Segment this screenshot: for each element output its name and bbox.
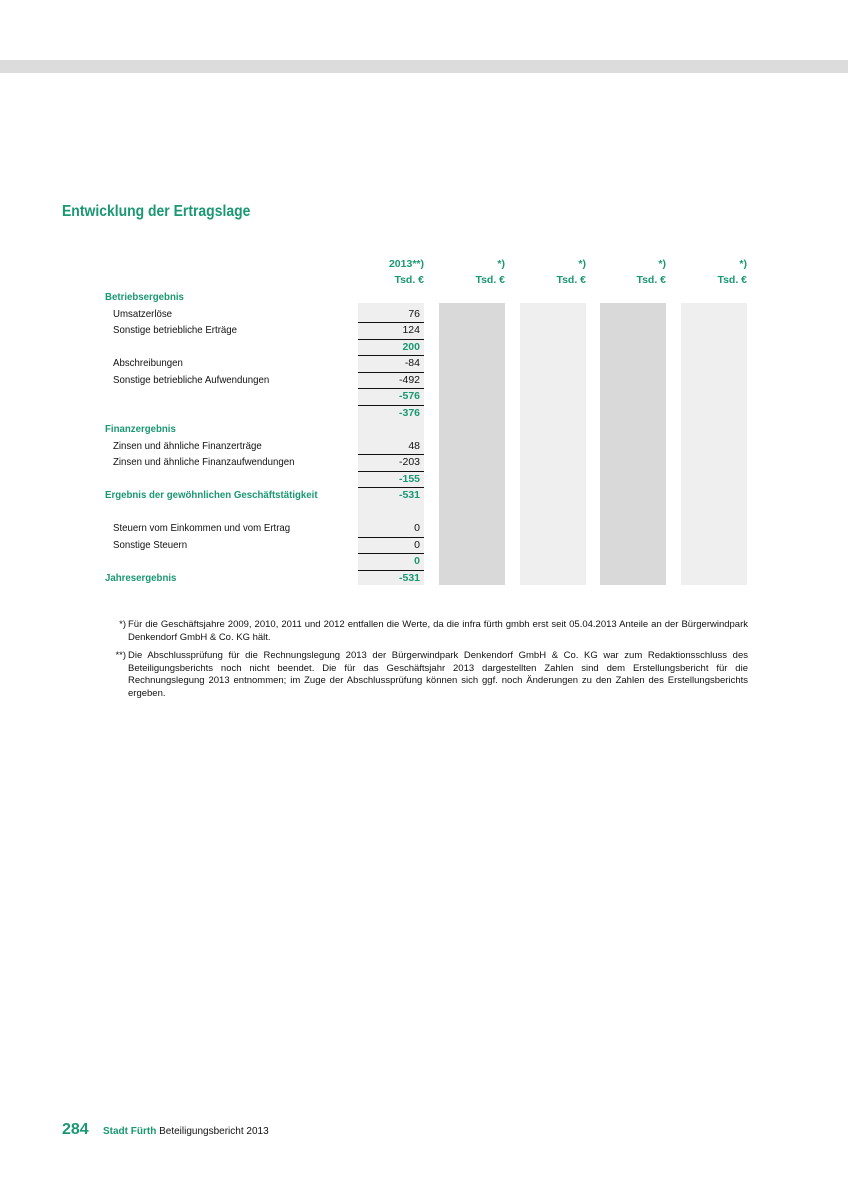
row-label: Steuern vom Einkommen und vom Ertrag [113,522,291,534]
row-label: Ergebnis der gewöhnlichen Geschäftstätigkeit [105,489,318,501]
table-row [0,553,848,570]
table-row [0,454,848,471]
footnote [108,650,748,700]
row-label: Sonstige Steuern [113,538,188,551]
footer-publisher: Stadt Fürth [103,1126,157,1137]
row-value-text: -203 [398,456,420,468]
table-row [0,405,848,422]
row-value-text: -492 [398,373,420,386]
table-row [0,487,848,504]
row-value [358,405,420,422]
row-label: Zinsen und ähnliche Finanzaufwendungen [113,456,295,468]
table-row [0,339,848,356]
page-number: 284 [62,1121,89,1138]
row-value-text: -376 [398,406,420,419]
footnote-text: Die Abschlussprüfung für die Rechnungslegung 2013 der Bürgerwindpark Denkendorf GmbH & Co. KG war zum Redaktionsschluss des Beteiligungsberichts noch nicht beendet. Die für das Geschäftsjahr 2013 dargestellten Zahlen sind dem Erstellungsbericht für die Rechnungslegung 2013 entnommen; im Zuge der Abschlussprüfung können sich ggf. noch Änderungen zu den Zahlen des Erstellungsberichts ergeben. [128,650,748,699]
row-value-text: 48 [408,439,420,452]
table-row [0,306,848,323]
row-value-text: -531 [398,571,420,584]
page-title: Entwicklung der Ertragslage [62,203,251,220]
table-row [0,520,848,537]
column-header-year: *) [497,258,505,270]
row-value [358,553,424,571]
row-value [358,520,424,538]
row-value-text: -155 [398,472,420,485]
row-value [358,355,424,373]
table-row [0,355,848,372]
row-value [358,570,420,587]
table-row [0,322,848,339]
column-header-unit: Tsd. € [556,274,586,286]
footnote-mark: *) [119,619,126,630]
row-value [358,388,424,406]
row-value-text: -531 [398,489,420,501]
row-value [358,322,424,340]
table-row [0,388,848,405]
column-header-unit: Tsd. € [717,274,747,286]
column-header-year: *) [578,258,586,270]
row-value-text: 0 [414,538,420,551]
table-row [0,421,848,438]
table-row [0,471,848,488]
footer-doc: Beteiligungsbericht 2013 [159,1126,269,1137]
table-row [0,537,848,554]
column-header-year: 2013**) [388,258,424,270]
row-label: Umsatzerlöse [113,307,173,320]
row-value [358,438,424,456]
top-bar [0,60,848,73]
column-header-unit: Tsd. € [636,274,666,286]
footnote-text: Für die Geschäftsjahre 2009, 2010, 2011 und 2012 entfallen die Werte, da die infra fürth gmbh erst seit 05.04.2013 Anteile an der Bürgerwindpark Denkendorf GmbH & Co. KG hält. [128,619,748,643]
table-row [0,504,848,521]
row-label: Abschreibungen [113,357,183,369]
row-label: Betriebsergebnis [105,291,184,303]
table-row [0,438,848,455]
row-value [358,306,424,324]
row-value-text: -84 [404,357,420,369]
footnote-mark: **) [115,650,126,661]
row-value-text: -576 [398,390,420,402]
row-label: Sonstige betriebliche Erträge [113,324,238,336]
row-value-text: 76 [408,307,420,320]
row-value [358,372,424,390]
row-label: Sonstige betriebliche Aufwendungen [113,373,270,386]
row-value-text: 124 [402,324,420,336]
row-value [358,487,420,504]
column-header-unit: Tsd. € [475,274,505,286]
row-value [358,537,424,555]
row-label: Jahresergebnis [105,571,177,584]
row-value [358,471,424,489]
row-value-text: 0 [414,522,420,534]
row-value [358,339,424,357]
row-label: Finanzergebnis [105,423,176,435]
table-row [0,289,848,306]
column-header-year: *) [739,258,747,270]
footnote [108,619,748,644]
row-label: Zinsen und ähnliche Finanzerträge [113,439,262,452]
table-row [0,372,848,389]
column-header-year: *) [658,258,666,270]
column-header-unit: Tsd. € [394,274,424,286]
table-row [0,570,848,587]
row-value [358,454,424,472]
row-value-text: 0 [414,555,420,567]
footer-text [103,1126,269,1137]
row-value-text: 200 [402,340,420,353]
